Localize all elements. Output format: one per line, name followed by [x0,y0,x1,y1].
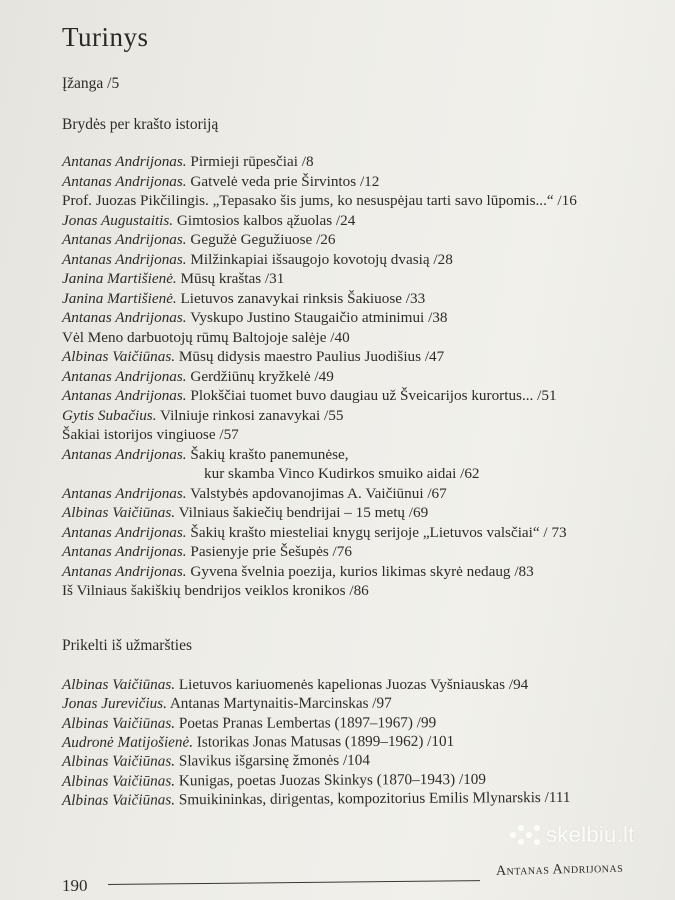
toc-entry [62,172,379,192]
toc-entry-title: Šakiai istorijos vingiuose /57 [62,426,239,443]
toc-entry [62,713,436,734]
toc-entry-author: Antanas Andrijonas. [62,523,187,541]
toc-entry [62,503,428,523]
toc-entry-title: Valstybės apdovanojimas A. Vaičiūnui /67 [186,484,447,502]
toc-entry-author: Janina Martišienė. [62,270,177,287]
watermark-dots-icon [510,823,540,847]
toc-entry-title: Plokščiai tuomet buvo daugiau už Šveicarijos kurortus... /51 [186,387,557,404]
toc-entry [62,347,444,367]
toc-entry-author: Antanas Andrijonas. [62,231,187,248]
toc-entry-title: Lietuvos kariuomenės kapelionas Juozas Vyšniauskas /94 [175,676,529,693]
toc-entry [204,464,480,484]
toc-entry-author: Janina Martišienė. [62,289,177,307]
toc-entry-title: Gatvelė veda prie Širvintos /12 [186,172,380,190]
toc-entry-author: Albinas Vaičiūnas. [61,752,176,771]
toc-entry-title: Milžinkapiai išsaugojo kovotojų dvasią /28 [186,250,453,268]
toc-entry [62,386,557,406]
toc-entry-title: Vilniaus šakiečių bendrijai – 15 metų /69 [175,504,429,521]
intro-entry: Įžanga /5 [62,75,120,92]
toc-entry [62,367,334,387]
toc-entry-author: Antanas Andrijonas. [62,153,187,170]
toc-entry-title: Vyskupo Justino Staugaičio atminimui /38 [186,309,448,326]
toc-entry-title: kur skamba Vinco Kudirkos smuiko aidai /62 [204,465,480,482]
toc-entry-title: Šakių krašto panemunėse, [186,445,349,463]
toc-entry-title: Vilniuje rinkosi zanavykai /55 [156,406,344,424]
toc-entry-title: Lietuvos zanavykai rinksis Šakiuose /33 [176,289,426,307]
toc-entry-title: Smuikininkas, dirigentas, kompozitorius Emilis Mlynarskis /111 [175,788,571,809]
toc-entry [62,328,350,348]
toc-entry [62,694,392,714]
toc-entry-title: Kunigas, poetas Juozas Skinkys (1870–1943) /109 [175,770,487,789]
toc-entry-author: Albinas Vaičiūnas. [61,771,176,790]
toc-entry-title: Iš Vilniaus šakiškių bendrijos veiklos kronikos /86 [62,582,369,599]
watermark-text: skelbiu.lt [546,822,635,847]
toc-entry-title: Gyvena švelnia poezija, kurios likimas skyrė nedaug /83 [186,562,534,580]
toc-entry [62,152,314,172]
toc-entry-author: Albinas Vaičiūnas. [62,348,176,365]
toc-entry-author: Antanas Andrijonas. [62,387,187,404]
toc-entry [62,732,454,753]
toc-entry [62,230,335,250]
toc-entry-author: Audronė Matijošienė. [61,733,194,751]
section-heading-1: Brydės per krašto istoriją [62,116,219,133]
toc-entry-author: Jonas Jurevičius. [61,695,167,713]
toc-entry [62,675,528,695]
toc-entry-title: Pasienyje prie Šešupės /76 [186,543,352,560]
toc-entry-author: Antanas Andrijonas. [62,445,187,463]
page-title: Turinys [62,22,149,52]
toc-entry-title: Antanas Martynaitis-Marcinskas /97 [166,694,392,713]
running-head: Antanas Andrijonas [495,860,624,879]
footer-rule [108,880,480,885]
toc-entry-author: Jonas Augustaitis. [62,211,174,229]
toc-entry-title: Pirmieji rūpesčiai /8 [186,153,314,170]
toc-entry [62,523,567,543]
toc-entry [62,211,355,231]
toc-entry-title: Šakių krašto miesteliai knygų serijoje „Lietuvos valsčiai“ / 73 [186,523,567,541]
toc-entry-title: Istorikas Jonas Matusas (1899–1962) /101 [193,732,455,751]
toc-entry [62,581,369,601]
section-heading-2: Prikelti iš užmaršties [62,637,193,654]
toc-entry-author: Albinas Vaičiūnas. [62,504,176,521]
toc-entry [62,425,239,445]
toc-entry [62,562,534,582]
toc-entry-author: Antanas Andrijonas. [62,250,187,268]
toc-entry-author: Albinas Vaičiūnas. [61,714,176,732]
toc-entry-title: Prof. Juozas Pikčilingis. „Tepasako šis jums, ko nesuspėjau tarti savo lūpomis...“ /16 [62,192,577,209]
toc-entry-title: Gimtosios kalbos ąžuolas /24 [173,211,356,229]
toc-entry [62,751,370,772]
toc-entry-author: Gytis Subačius. [62,406,157,424]
toc-entry [62,250,453,270]
toc-entry [62,191,577,211]
toc-entry [62,445,349,465]
toc-entry-title: Poetas Pranas Lembertas (1897–1967) /99 [175,713,437,732]
toc-entry [62,289,425,309]
toc-entry [62,269,284,289]
toc-entry-author: Antanas Andrijonas. [62,562,187,580]
toc-entry-title: Vėl Meno darbuotojų rūmų Baltojoje salėje /40 [62,328,350,346]
toc-entry-title: Slavikus išgarsinę žmonės /104 [175,751,370,770]
toc-entry-author: Antanas Andrijonas. [62,367,187,385]
toc-entry-title: Gegužė Gegužiuose /26 [186,231,336,248]
toc-entry-author: Albinas Vaičiūnas. [62,676,176,693]
page-number: 190 [62,876,88,895]
toc-entry-author: Antanas Andrijonas. [62,484,187,502]
toc-entry-author: Antanas Andrijonas. [62,309,187,326]
toc-entry [62,308,447,328]
toc-entry [62,788,571,811]
toc-entry-title: Gerdžiūnų kryžkelė /49 [186,367,334,385]
watermark [510,822,635,848]
toc-entry [62,406,343,426]
toc-entry-author: Antanas Andrijonas. [62,172,187,190]
toc-entry [62,542,352,562]
toc-entry [62,484,447,504]
toc-entry-author: Antanas Andrijonas. [62,543,187,560]
toc-entry-title: Mūsų didysis maestro Paulius Juodišius /47 [175,348,445,365]
toc-entry-author: Albinas Vaičiūnas. [61,791,176,809]
toc-entry-title: Mūsų kraštas /31 [176,270,285,287]
